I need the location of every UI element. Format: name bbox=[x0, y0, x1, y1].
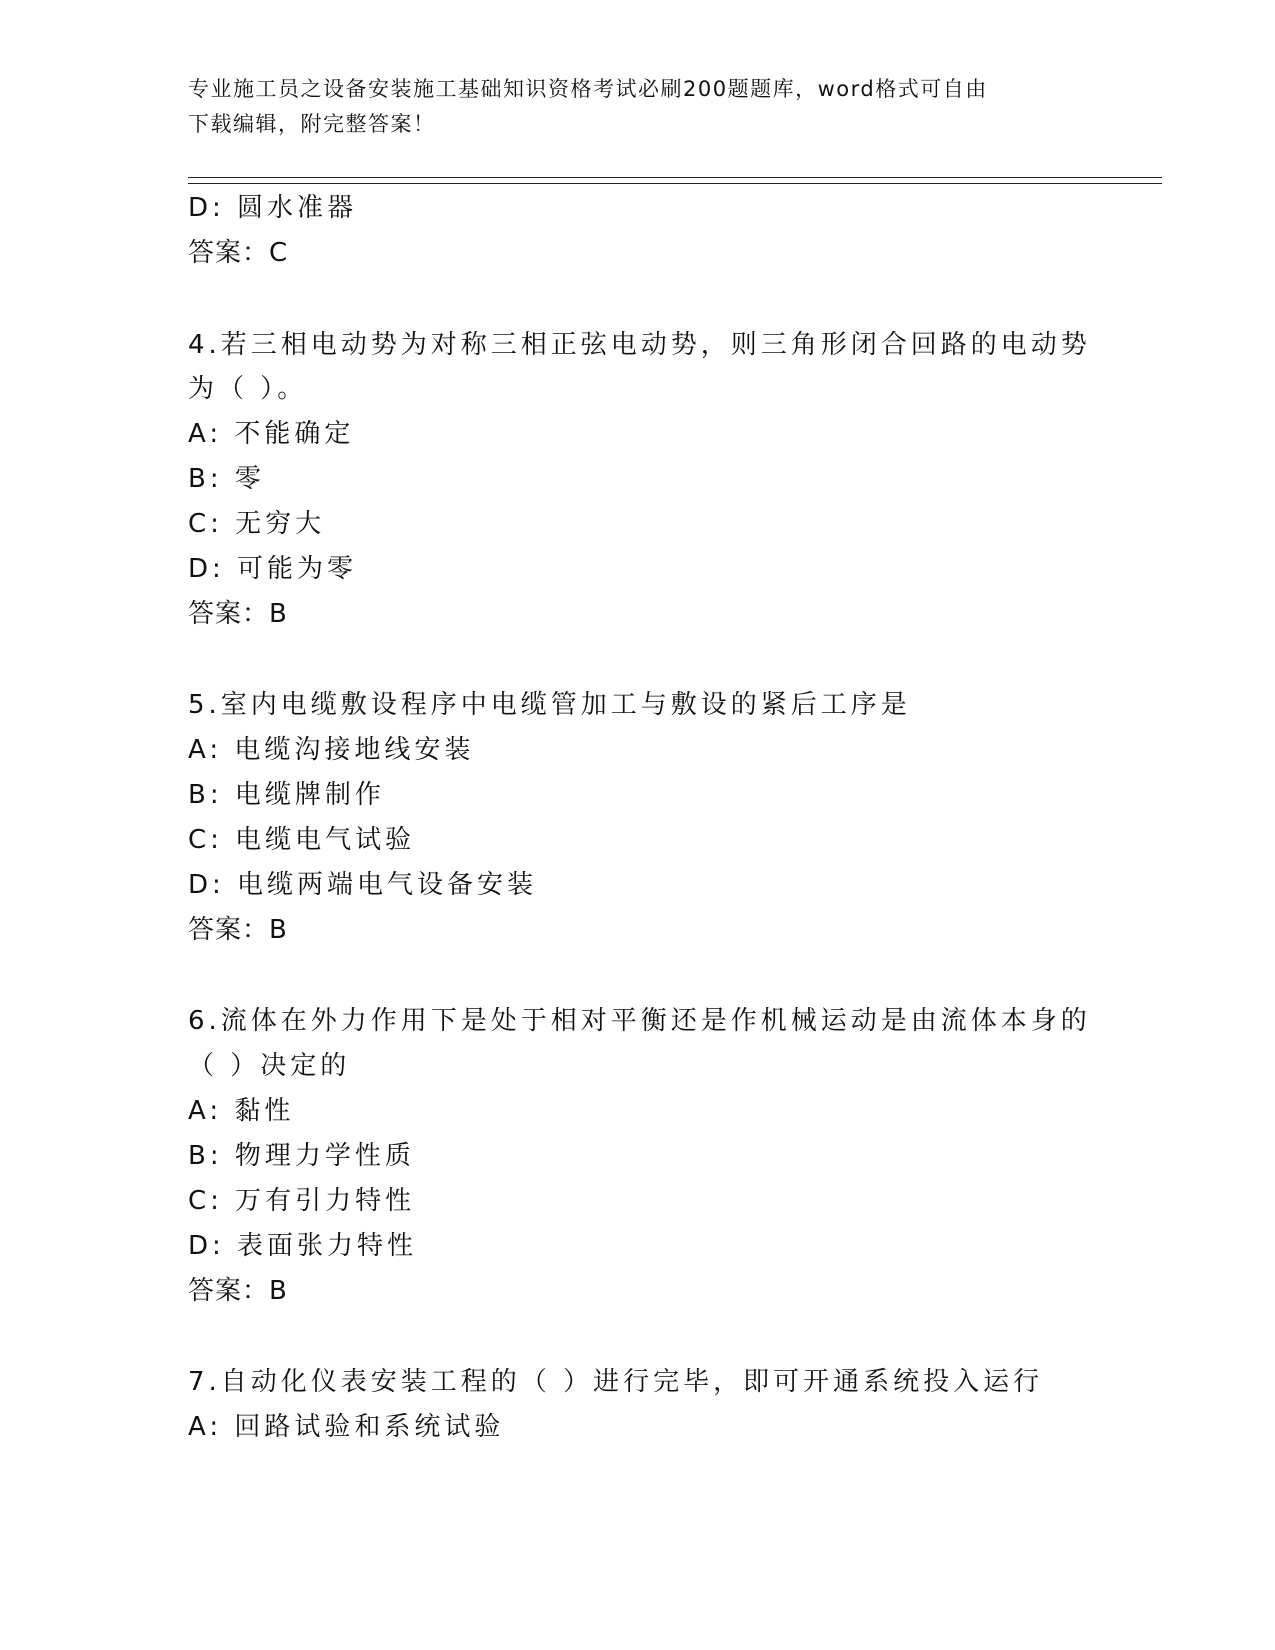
q5-option-a: A: 电缆沟接地线安装 bbox=[188, 735, 475, 765]
q4-stem-line-1: 4.若三相电动势为对称三相正弦电动势，则三角形闭合回路的电动势 bbox=[188, 330, 1091, 360]
q6-answer: 答案：B bbox=[188, 1276, 288, 1306]
q3-answer: 答案：C bbox=[188, 238, 289, 268]
q7-option-a: A: 回路试验和系统试验 bbox=[188, 1412, 505, 1442]
header-divider-bottom bbox=[188, 183, 1162, 184]
q6-stem-line-1: 6.流体在外力作用下是处于相对平衡还是作机械运动是由流体本身的 bbox=[188, 1006, 1091, 1036]
q4-option-c: C: 无穷大 bbox=[188, 509, 326, 539]
q7-stem-line-1: 7.自动化仪表安装工程的（ ）进行完毕，即可开通系统投入运行 bbox=[188, 1367, 1044, 1397]
q4-option-d: D: 可能为零 bbox=[188, 554, 358, 584]
header-divider-top bbox=[188, 177, 1162, 178]
q5-stem-line-1: 5.室内电缆敷设程序中电缆管加工与敷设的紧后工序是 bbox=[188, 690, 911, 720]
q6-option-c: C: 万有引力特性 bbox=[188, 1186, 416, 1216]
q4-option-b: B: 零 bbox=[188, 464, 265, 494]
header-line-1: 专业施工员之设备安装施工基础知识资格考试必刷200题题库，word格式可自由 bbox=[188, 77, 988, 101]
q5-option-b: B: 电缆牌制作 bbox=[188, 780, 385, 810]
q5-option-d: D: 电缆两端电气设备安装 bbox=[188, 870, 538, 900]
q6-option-d: D: 表面张力特性 bbox=[188, 1231, 418, 1261]
q3-option-d: D: 圆水准器 bbox=[188, 193, 358, 223]
q5-answer: 答案：B bbox=[188, 915, 288, 945]
header-line-2: 下载编辑，附完整答案！ bbox=[188, 112, 436, 136]
q4-option-a: A: 不能确定 bbox=[188, 419, 355, 449]
q6-stem-line-2: （ ）决定的 bbox=[188, 1051, 351, 1081]
q4-stem-line-2: 为（ ）。 bbox=[188, 374, 308, 404]
q5-option-c: C: 电缆电气试验 bbox=[188, 825, 416, 855]
q6-option-b: B: 物理力学性质 bbox=[188, 1141, 415, 1171]
document-header bbox=[188, 72, 1068, 142]
q4-answer: 答案：B bbox=[188, 599, 288, 629]
q6-option-a: A: 黏性 bbox=[188, 1096, 295, 1126]
